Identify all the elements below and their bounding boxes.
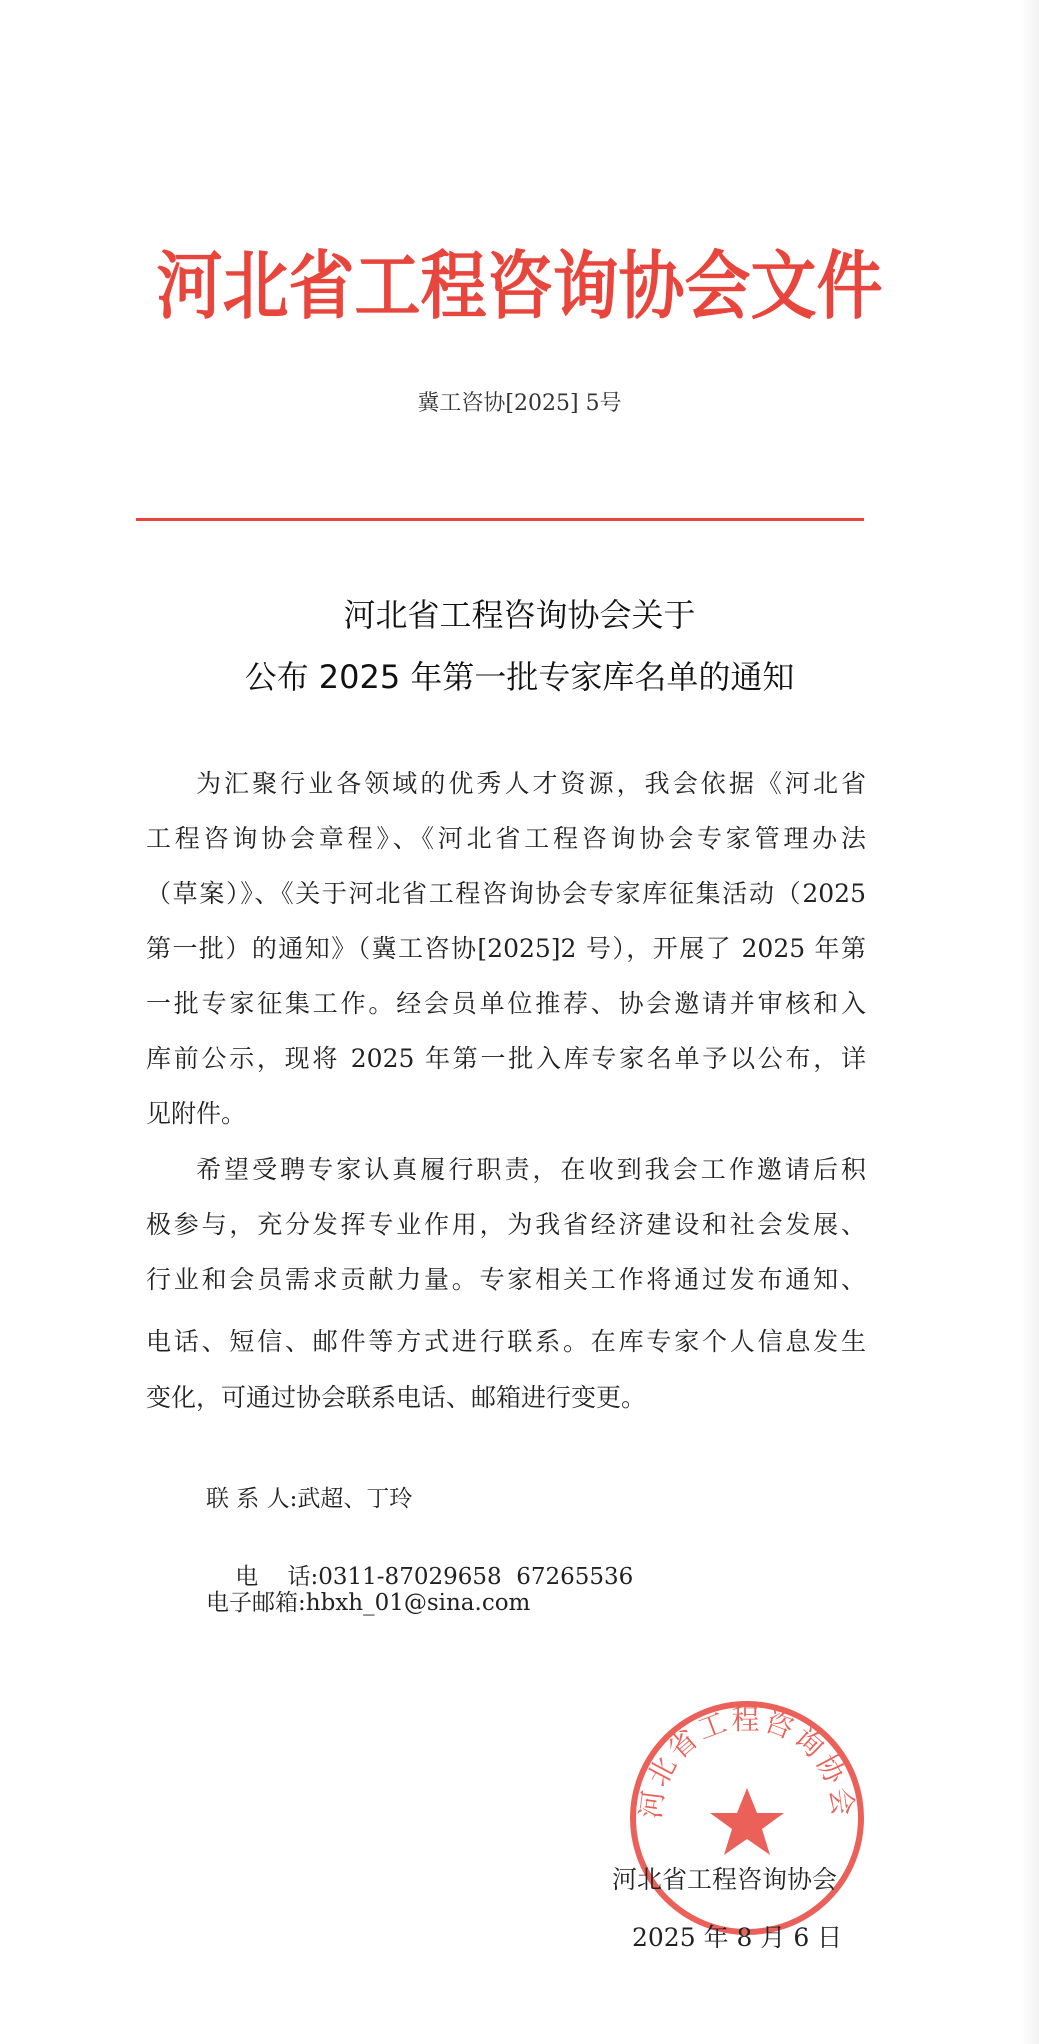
paragraph1-line: 一批专家征集工作。经会员单位推荐、协会邀请并审核和入 [146,989,866,1018]
paragraph1-line: 工程咨询协会章程》、《河北省工程咨询协会专家管理办法 [146,824,866,853]
contact-person-value: 武超、丁玲 [297,1486,413,1512]
paragraph2-line: 极参与，充分发挥专业作用，为我省经济建设和社会发展、 [146,1210,866,1239]
paragraph2-line: 希望受聘专家认真履行职责，在收到我会工作邀请后积 [196,1155,866,1184]
paragraph1-line: 库前公示，现将 2025 年第一批入库专家名单予以公布，详 [146,1044,866,1073]
contact-person-label: 联 系 人: [206,1486,298,1512]
signature-organization: 河北省工程咨询协会 [612,1865,838,1894]
contact-phone-value: 0311-87029658 67265536 [318,1564,634,1590]
paragraph1-line: （草案）》、《关于河北省工程咨询协会专家库征集活动（2025 [146,879,866,908]
paragraph1-line: 见附件。 [146,1099,247,1128]
notice-title-line2: 公布 2025 年第一批专家库名单的通知 [244,658,795,696]
contact-phone-label: 电 话: [235,1564,319,1590]
contact-person [206,1480,412,1513]
paragraph2-line: 行业和会员需求贡献力量。专家相关工作将通过发布通知、 [146,1265,866,1294]
contact-email-value: hbxh_01@sina.com [305,1590,531,1616]
document-number: 冀工咨协[2025] 5号 [417,391,622,416]
paragraph1-line: 第一批）的通知》（冀工咨协[2025]2 号），开展了 2025 年第 [146,934,866,963]
paragraph2-line: 变化，可通过协会联系电话、邮箱进行变更。 [146,1383,647,1412]
paragraph1-line: 为汇聚行业各领域的优秀人才资源，我会依据《河北省 [196,769,866,798]
contact-email-label: 电子邮箱: [206,1590,306,1616]
contact-email [206,1584,530,1617]
signature-date: 2025 年 8 月 6 日 [632,1923,843,1952]
seal-text: 河北省工程咨询协会 [633,1702,861,1821]
paragraph2-line: 电话、短信、邮件等方式进行联系。在库专家个人信息发生 [146,1327,866,1356]
red-divider [136,518,864,521]
official-seal-icon [622,1693,872,1943]
notice-title-line1: 河北省工程咨询协会关于 [343,596,696,634]
document-header: 河北省工程咨询协会文件 [156,241,883,330]
